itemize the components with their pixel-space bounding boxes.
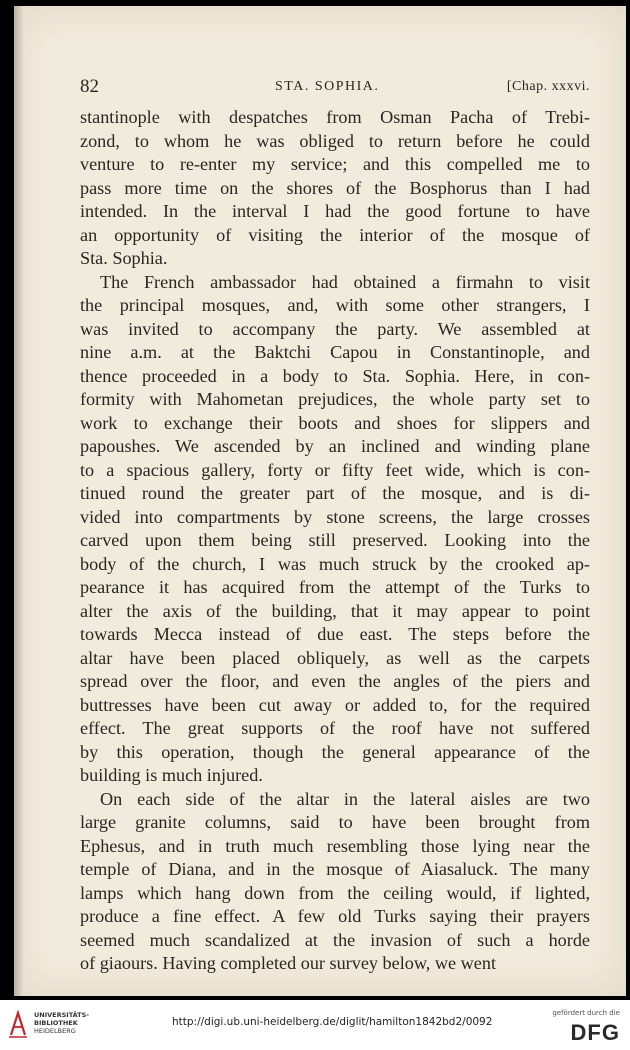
library-name-line3: HEIDELBERG (34, 1027, 76, 1035)
text-line: building is much injured. (80, 765, 263, 785)
text-line: nine a.m. at the Baktchi Capou in Constantinople, and (80, 342, 590, 362)
text-line: by this operation, though the general appearance of the (80, 741, 590, 762)
university-library-logo-icon (8, 1009, 28, 1039)
text-line: altar have been placed obliquely, as well as the carpets (80, 647, 590, 668)
text-line: On each side of the altar in the lateral aisles are two (100, 788, 590, 809)
text-line: seemed much scandalized at the invasion of such a horde (80, 929, 590, 950)
permalink-url[interactable]: http://digi.ub.uni-heidelberg.de/diglit/hamilton1842bd2/0092 (172, 1016, 493, 1028)
text-line: Sta. Sophia. (80, 248, 168, 268)
text-line: papoushes. We ascended by an inclined and winding plane (80, 436, 590, 456)
page-spine-shadow (14, 6, 24, 996)
text-line: carved upon them being still preserved. Looking into the (80, 530, 590, 550)
text-line: buttresses have been cut away or added to, for the required (80, 694, 590, 715)
funded-by-label: gefördert durch die (552, 1009, 620, 1017)
viewer-footer (0, 1000, 630, 1050)
text-line: pass more time on the shores of the Bosphorus than I had (80, 177, 590, 198)
text-line: towards Mecca instead of due east. The steps before the (80, 624, 590, 644)
text-line: large granite columns, said to have been brought from (80, 812, 590, 832)
text-line: to a spacious gallery, forty or fifty feet wide, which is con- (80, 459, 590, 480)
dfg-logo: DFG (570, 1020, 620, 1045)
text-line: produce a fine effect. A few old Turks saying their prayers (80, 906, 590, 926)
text-line: was invited to accompany the party. We assembled at (80, 318, 590, 339)
text-line: work to exchange their boots and shoes for slippers and (80, 412, 590, 433)
book-page (14, 6, 626, 996)
running-head (80, 76, 590, 100)
page-number: 82 (80, 76, 99, 97)
text-line: thence proceeded in a body to Sta. Sophia. Here, in con- (80, 365, 590, 386)
text-line: tinued round the greater part of the mosque, and is di- (80, 483, 590, 503)
text-line: of giaours. Having completed our survey below, we went (80, 953, 497, 973)
text-line: alter the axis of the building, that it may appear to point (80, 600, 590, 621)
text-line: effect. The great supports of the roof have not suffered (80, 718, 590, 738)
library-name (34, 1011, 89, 1035)
text-line: spread over the floor, and even the angles of the piers and (80, 671, 590, 691)
body-text (80, 106, 590, 976)
text-line: vided into compartments by stone screens, the large crosses (80, 506, 590, 527)
text-line: an opportunity of visiting the interior of the mosque of (80, 224, 590, 245)
library-name-line1: UNIVERSITÄTS- (34, 1011, 89, 1019)
text-line: venture to re-enter my service; and this compelled me to (80, 154, 590, 174)
text-line: pearance it has acquired from the attempt of the Turks to (80, 577, 590, 597)
library-name-line2: BIBLIOTHEK (34, 1019, 78, 1027)
text-line: stantinople with despatches from Osman Pacha of Trebi- (80, 107, 590, 127)
text-line: body of the church, I was much struck by the crooked ap- (80, 553, 590, 574)
text-line: the principal mosques, and, with some other strangers, I (80, 295, 590, 315)
text-line: The French ambassador had obtained a firmahn to visit (100, 271, 590, 292)
running-title: STA. SOPHIA. (275, 79, 380, 94)
text-line: Ephesus, and in truth much resembling those lying near the (80, 835, 590, 856)
chapter-label: [Chap. xxxvi. (506, 79, 590, 94)
text-line: lamps which hang down from the ceiling would, if lighted, (80, 882, 590, 903)
text-line: intended. In the interval I had the good fortune to have (80, 201, 590, 221)
text-line: temple of Diana, and in the mosque of Aiasaluck. The many (80, 859, 590, 879)
text-line: zond, to whom he was obliged to return before he could (80, 130, 590, 151)
text-line: formity with Mahometan prejudices, the whole party set to (80, 389, 590, 409)
